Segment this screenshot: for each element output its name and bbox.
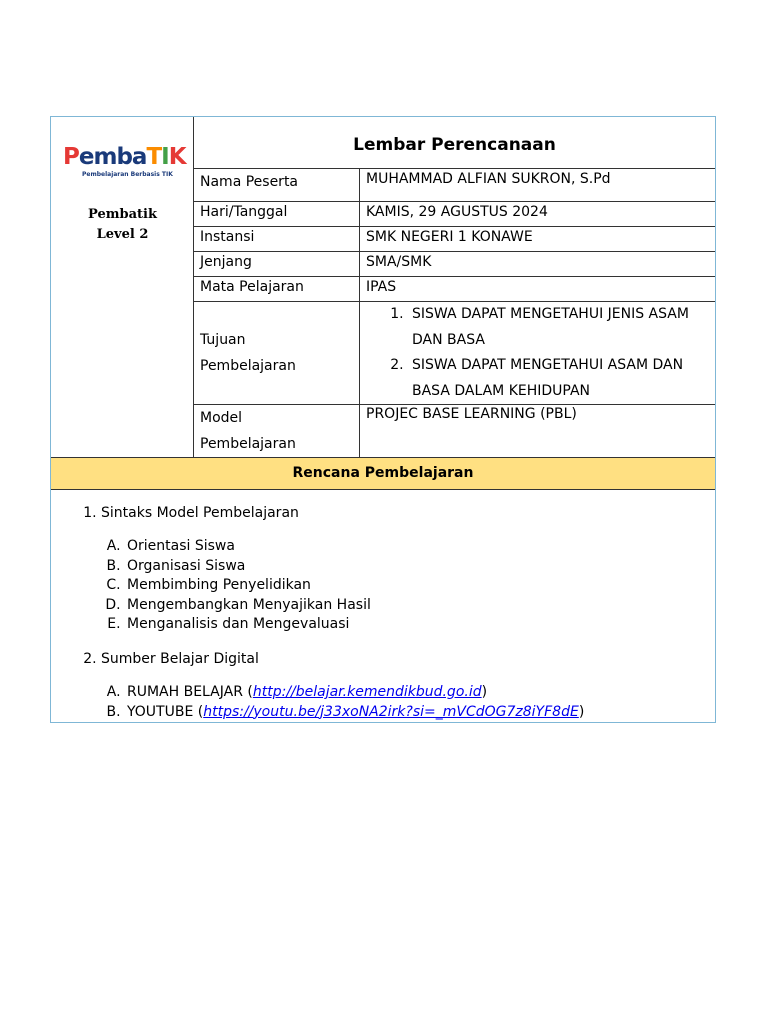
list-item: [125, 703, 715, 723]
belajar-link[interactable]: http://belajar.kemendikbud.go.id: [252, 683, 482, 700]
logo-letter: a: [131, 144, 147, 170]
label-jenjang: Jenjang: [194, 252, 360, 277]
youtube-link[interactable]: https://youtu.be/j33xoNA2irk?si=_mVCdOG7z8iYF8dE: [203, 703, 579, 720]
rencana-list: [51, 503, 715, 722]
list-item: [101, 649, 715, 722]
label-instansi: Instansi: [194, 227, 360, 252]
logo-letter: e: [78, 144, 94, 170]
section-title: Sumber Belajar Digital: [101, 650, 259, 667]
planning-sheet: [50, 116, 716, 723]
label-tujuan-line2: Pembelajaran: [200, 358, 296, 374]
value-model: PROJEC BASE LEARNING (PBL): [360, 405, 716, 458]
list-item: 2. SISWA DAPAT MENGETAHUI ASAM DAN BASA DALAM KEHIDUPAN: [408, 353, 709, 404]
logo-letter: b: [116, 144, 132, 170]
table-row: [194, 302, 715, 405]
source-suffix: ): [481, 683, 488, 700]
list-item: A. Orientasi Siswa: [125, 537, 715, 557]
goal-list: [360, 302, 709, 404]
label-model-line2: Pembelajaran: [200, 436, 296, 452]
level-line2: Level 2: [96, 227, 149, 242]
sheet-header: [51, 117, 715, 457]
table-row: [194, 405, 715, 458]
section-title: Sintaks Model Pembelajaran: [101, 505, 299, 521]
logo-letter: I: [161, 144, 169, 170]
source-prefix: YOUTUBE (: [127, 703, 204, 720]
sintaks-list: [101, 537, 715, 635]
table-row: [194, 169, 715, 202]
value-tanggal: KAMIS, 29 AGUSTUS 2024: [360, 202, 716, 227]
value-instansi: SMK NEGERI 1 KONAWE: [360, 227, 716, 252]
info-table: [194, 117, 715, 457]
level-line1: Pembatik: [88, 207, 157, 222]
value-mapel: IPAS: [360, 277, 716, 302]
label-tujuan-line1: Tujuan: [200, 332, 246, 348]
label-nama: Nama Peserta: [194, 169, 360, 202]
source-prefix: RUMAH BELAJAR (: [127, 683, 253, 700]
pembatik-logo: [63, 143, 187, 183]
list-item: [125, 683, 715, 703]
sumber-list: [101, 683, 715, 722]
value-jenjang: SMA/SMK: [360, 252, 716, 277]
logo-wordmark: [63, 143, 186, 171]
logo-tagline: Pembelajaran Berbasis TIK: [82, 171, 173, 178]
page-title: Lembar Perencanaan: [353, 134, 556, 155]
label-mapel: Mata Pelajaran: [194, 277, 360, 302]
table-row: [194, 252, 715, 277]
title-row: [194, 117, 715, 169]
table-row: [194, 277, 715, 302]
rencana-content: [51, 490, 715, 722]
info-column: [194, 117, 715, 457]
rencana-header: Rencana Pembelajaran: [51, 457, 715, 490]
level-label: [51, 205, 194, 245]
list-item: 1. SISWA DAPAT MENGETAHUI JENIS ASAM DAN BASA: [408, 302, 709, 353]
source-suffix: ): [578, 703, 585, 720]
logo-column: [51, 117, 194, 457]
table-row: [194, 227, 715, 252]
table-row: [194, 202, 715, 227]
logo-letter: m: [93, 144, 117, 170]
label-model-line1: Model: [200, 410, 243, 426]
list-item: E. Menganalisis dan Mengevaluasi: [125, 615, 715, 635]
label-model: [194, 405, 360, 458]
logo-letter: P: [63, 144, 79, 170]
list-item: D. Mengembangkan Menyajikan Hasil: [125, 596, 715, 616]
logo-letter: T: [146, 144, 162, 170]
label-tanggal: Hari/Tanggal: [194, 202, 360, 227]
label-tujuan: [194, 302, 360, 405]
list-item: C. Membimbing Penyelidikan: [125, 576, 715, 596]
list-item: B. Organisasi Siswa: [125, 557, 715, 577]
value-tujuan: [360, 302, 716, 405]
value-nama: MUHAMMAD ALFIAN SUKRON, S.Pd: [360, 169, 716, 202]
logo-letter: K: [168, 144, 186, 170]
list-item: [101, 503, 715, 635]
